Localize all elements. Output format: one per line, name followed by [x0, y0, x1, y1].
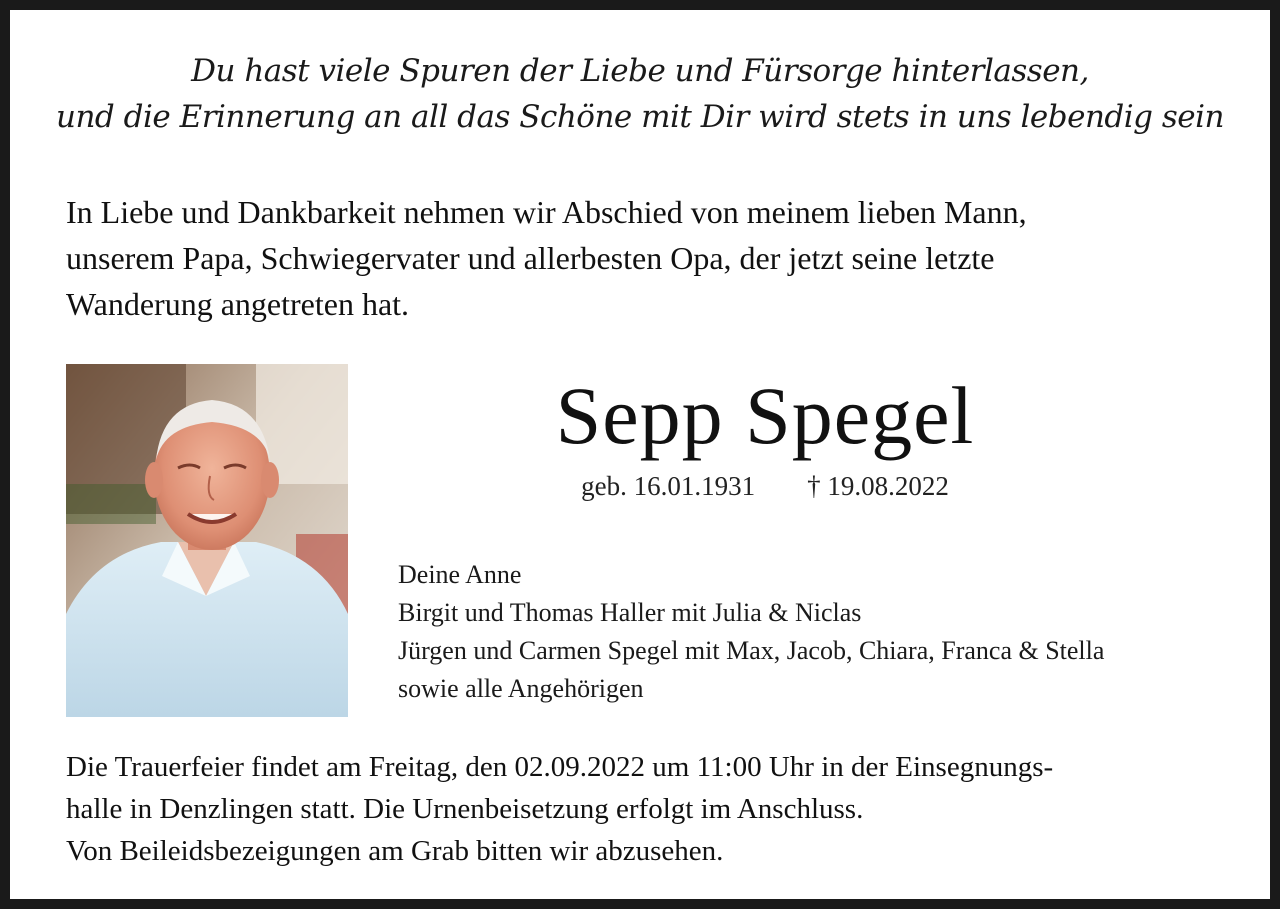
notice-line-3: Von Beileidsbezeigungen am Grab bitten wir abzusehen.	[66, 835, 724, 867]
memorial-quote	[40, 48, 1240, 140]
mourner-line: Deine Anne	[398, 560, 522, 589]
mourners-list	[398, 556, 1268, 708]
obituary-card	[10, 10, 1270, 899]
farewell-text	[66, 189, 1246, 327]
mourner-line: sowie alle Angehörigen	[398, 674, 644, 703]
death-date: † 19.08.2022	[807, 471, 949, 501]
birth-date: geb. 16.01.1931	[581, 471, 756, 501]
mourner-line: Jürgen und Carmen Spegel mit Max, Jacob, Chiara, Franca & Stella	[398, 636, 1105, 665]
deceased-name: Sepp Spegel	[555, 370, 975, 461]
portrait-photo	[66, 364, 348, 717]
quote-line-2: und die Erinnerung an all das Schöne mit Dir wird stets in uns lebendig sein	[55, 99, 1225, 135]
farewell-line-2: unserem Papa, Schwiegervater und allerbesten Opa, der jetzt seine letzte	[66, 240, 995, 276]
notice-line-2: halle in Denzlingen statt. Die Urnenbeisetzung erfolgt im Anschluss.	[66, 793, 864, 825]
life-dates	[410, 468, 1120, 504]
farewell-line-3: Wanderung angetreten hat.	[66, 286, 410, 322]
mourner-line: Birgit und Thomas Haller mit Julia & Niclas	[398, 598, 862, 627]
quote-line-1: Du hast viele Spuren der Liebe und Fürsorge hinterlassen,	[191, 53, 1089, 89]
notice-line-1: Die Trauerfeier findet am Freitag, den 02.09.2022 um 11:00 Uhr in der Einsegnungs-	[66, 751, 1054, 783]
funeral-notice	[66, 746, 1256, 872]
farewell-line-1: In Liebe und Dankbarkeit nehmen wir Abschied von meinem lieben Mann,	[66, 194, 1027, 230]
